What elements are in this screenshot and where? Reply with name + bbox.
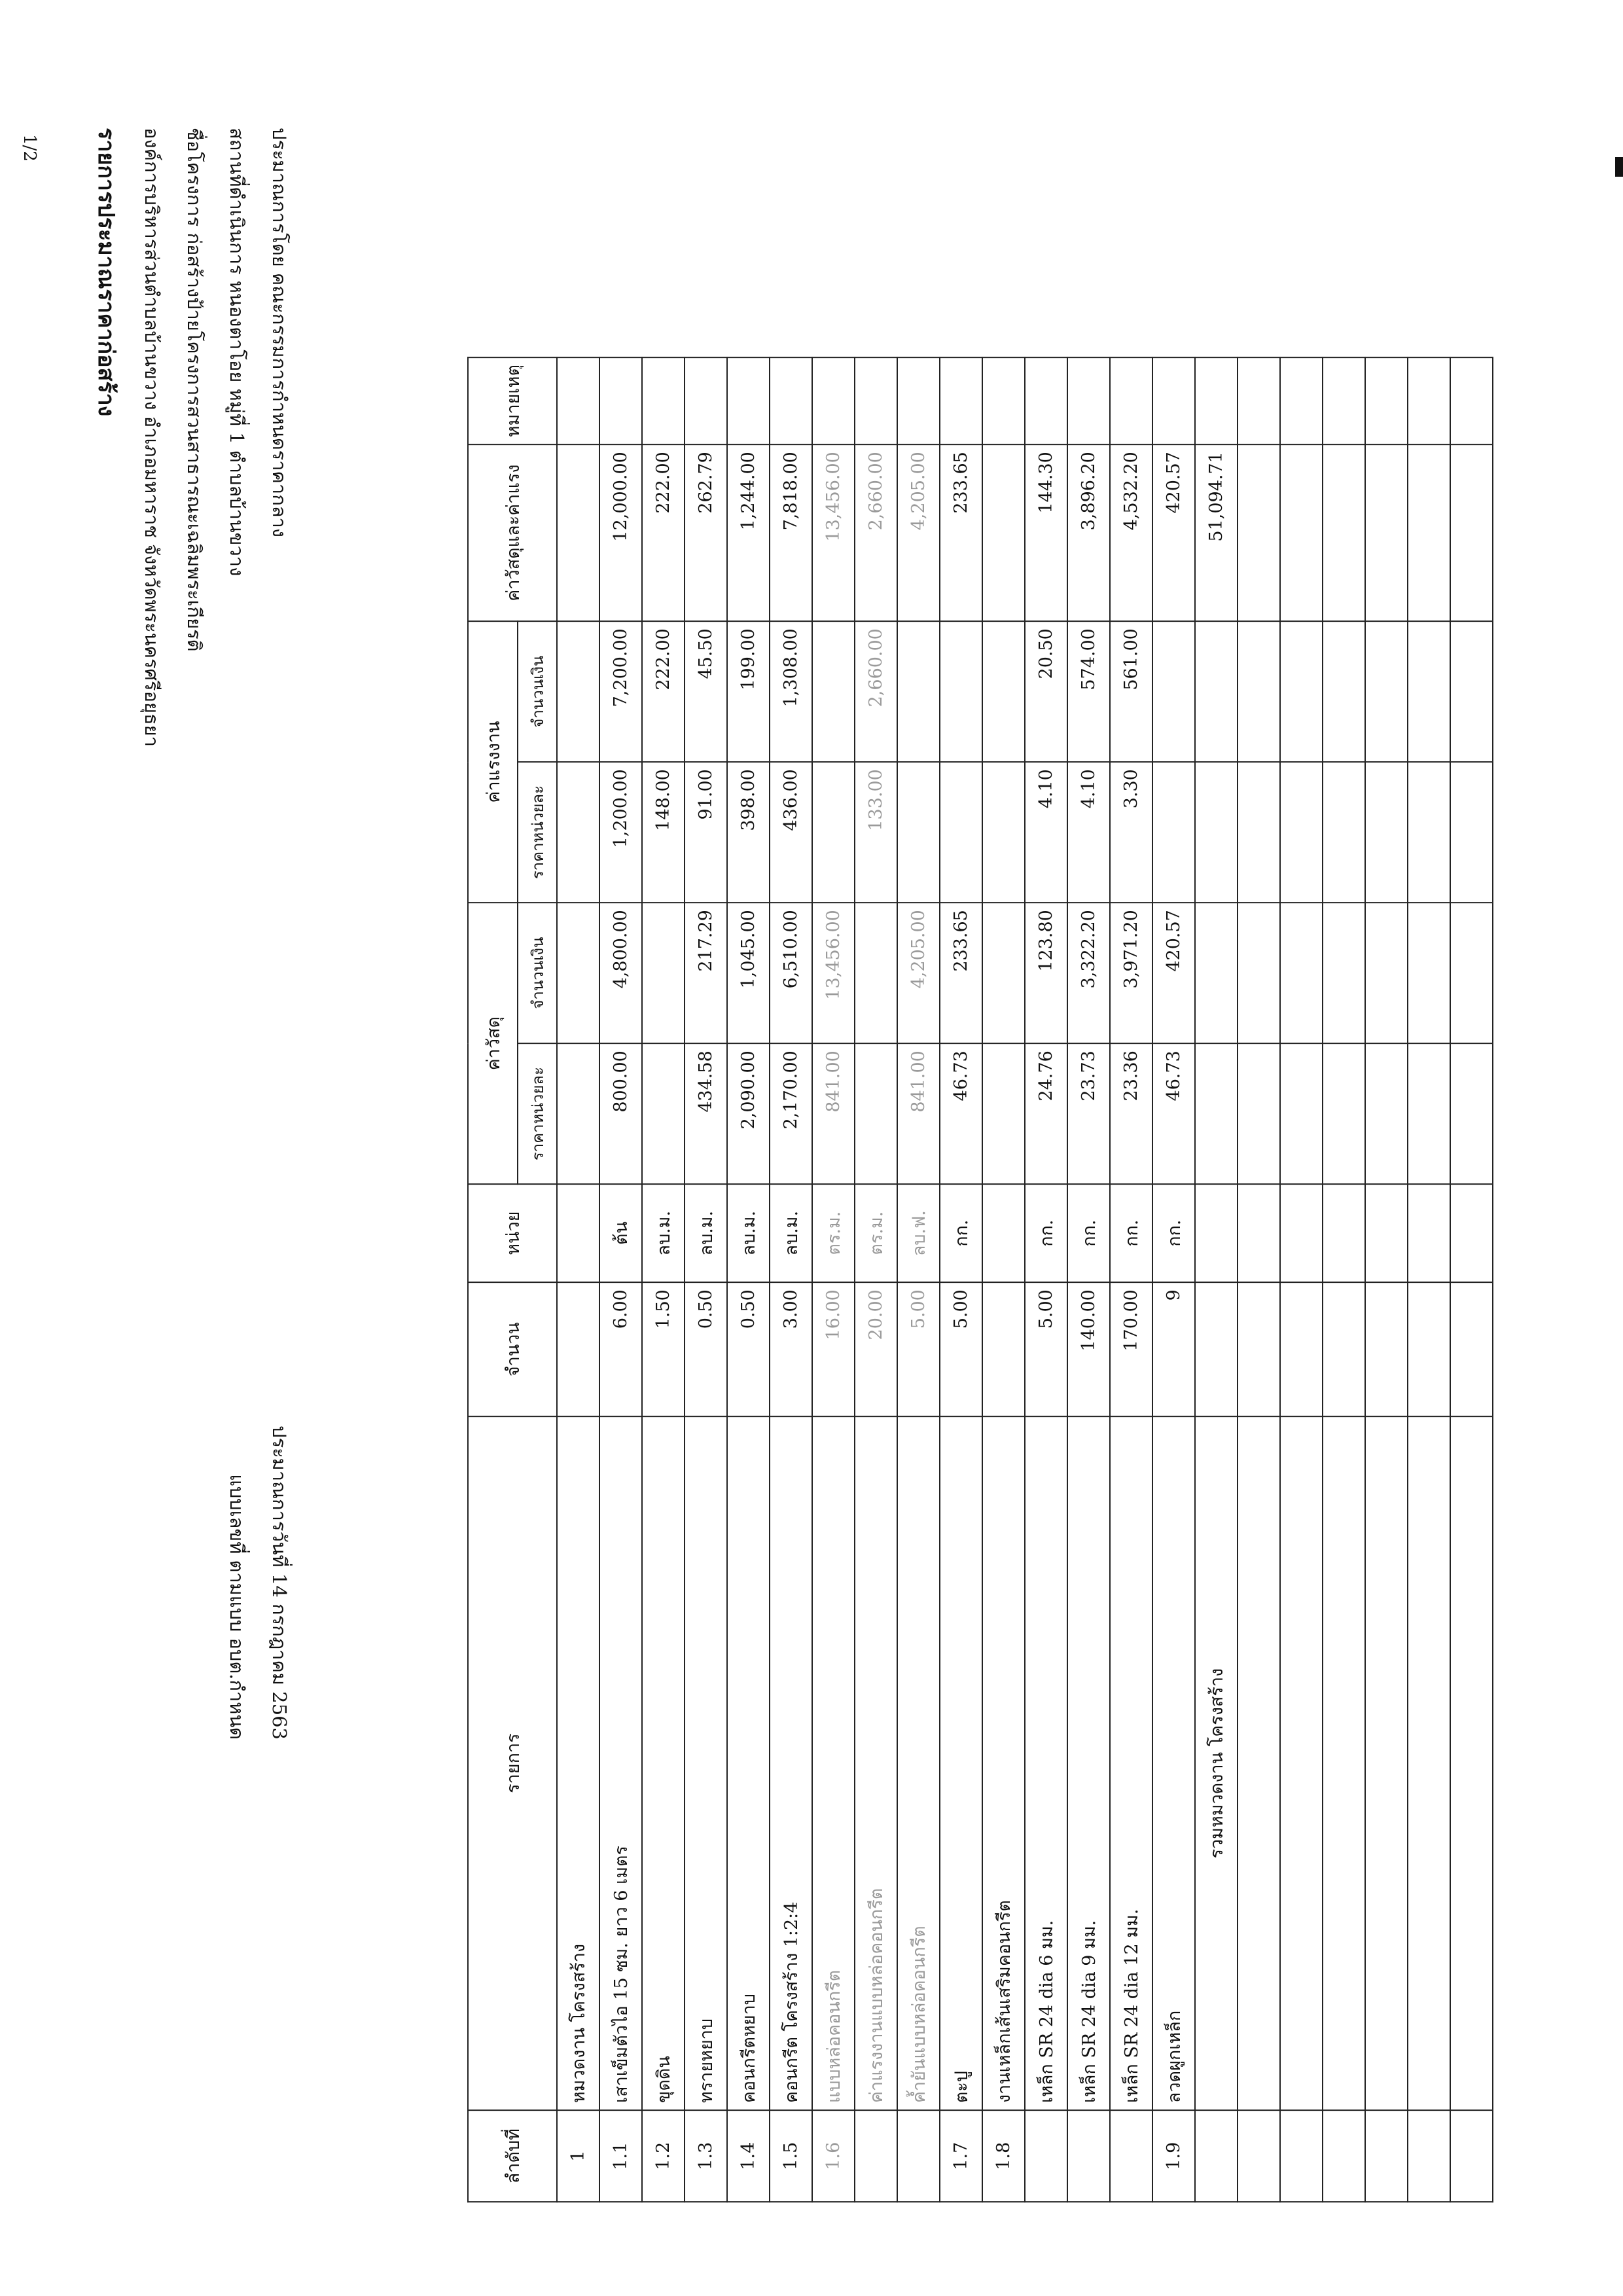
- row-item: คอนกรีต โครงสร้าง 1:2:4: [770, 1416, 812, 2110]
- empty-cell: [1280, 444, 1323, 621]
- row-unit: [982, 1184, 1025, 1282]
- empty-cell: [1238, 1184, 1280, 1282]
- row-total: 4,205.00: [897, 444, 940, 621]
- row-no: 1.8: [982, 2110, 1025, 2202]
- row-labor-unit-price: 398.00: [727, 762, 770, 903]
- row-qty: 0.50: [727, 1282, 770, 1416]
- empty-cell: [1280, 357, 1323, 444]
- row-qty: 16.00: [812, 1282, 855, 1416]
- empty-cell: [1408, 1416, 1450, 2110]
- page-number: 1/2: [20, 134, 39, 162]
- row-item: เหล็ก SR 24 dia 6 มม.: [1025, 1416, 1067, 2110]
- location-line: สถานที่ดำเนินการ หนองตาโอย หมู่ที่ 1 ตำบลบ้านขวาง: [226, 128, 248, 577]
- row-item: งานเหล็กเส้นเสริมคอนกรีต: [982, 1416, 1025, 2110]
- empty-row: [1450, 357, 1493, 2202]
- document-title: รายการประมาณราคาก่อสร้าง: [93, 128, 119, 417]
- row-material-unit-price: 24.76: [1025, 1043, 1067, 1184]
- row-labor-unit-price: [897, 762, 940, 903]
- empty-cell: [1408, 621, 1450, 762]
- row-material-unit-price: [642, 1043, 685, 1184]
- row-material-unit-price: 841.00: [812, 1043, 855, 1184]
- row-labor-unit-price: [982, 762, 1025, 903]
- row-total: [557, 444, 599, 621]
- row-unit: ลบ.ม.: [770, 1184, 812, 1282]
- row-remark: [1152, 357, 1195, 444]
- row-remark: [727, 357, 770, 444]
- row-item: ค่าแรงงานแบบหล่อคอนกรีต: [855, 1416, 897, 2110]
- empty-cell: [1280, 1184, 1323, 1282]
- row-material-amount: [855, 903, 897, 1043]
- empty-row: [1365, 357, 1408, 2202]
- empty-cell: [1408, 1184, 1450, 1282]
- row-material-amount: 123.80: [1025, 903, 1067, 1043]
- empty-cell: [1450, 444, 1493, 621]
- form-number: แบบเลขที่ ตามแบบ อบต.กำหนด: [226, 1474, 248, 1740]
- row-unit: กก.: [940, 1184, 982, 1282]
- row-unit: กก.: [1067, 1184, 1110, 1282]
- row-material-amount: 1,045.00: [727, 903, 770, 1043]
- row-unit: ลบ.ม.: [642, 1184, 685, 1282]
- row-remark: [642, 357, 685, 444]
- row-material-unit-price: [557, 1043, 599, 1184]
- cost-estimate-table: [467, 357, 1493, 2202]
- row-item: ขุดดิน: [642, 1416, 685, 2110]
- row-remark: [855, 357, 897, 444]
- row-total: 3,896.20: [1067, 444, 1110, 621]
- subtotal-remark: [1195, 357, 1238, 444]
- estimated-by-line: ประมาณการโดย คณะกรรมการกำหนดราคากลาง: [268, 128, 291, 537]
- table-row: [685, 357, 727, 2202]
- row-no: 1.4: [727, 2110, 770, 2202]
- empty-cell: [1238, 621, 1280, 762]
- empty-cell: [1408, 903, 1450, 1043]
- row-material-unit-price: 2,090.00: [727, 1043, 770, 1184]
- row-material-unit-price: 800.00: [599, 1043, 642, 1184]
- table-row: [770, 357, 812, 2202]
- row-labor-amount: 45.50: [685, 621, 727, 762]
- empty-row: [1238, 357, 1280, 2202]
- row-labor-unit-price: 4.10: [1025, 762, 1067, 903]
- empty-cell: [1238, 1416, 1280, 2110]
- row-item: ทรายหยาบ: [685, 1416, 727, 2110]
- row-qty: 0.50: [685, 1282, 727, 1416]
- empty-cell: [1238, 2110, 1280, 2202]
- row-labor-amount: 7,200.00: [599, 621, 642, 762]
- empty-cell: [1323, 903, 1365, 1043]
- row-labor-amount: 2,660.00: [855, 621, 897, 762]
- row-material-unit-price: 841.00: [897, 1043, 940, 1184]
- row-item: ตะปู: [940, 1416, 982, 2110]
- row-remark: [770, 357, 812, 444]
- row-no: [1025, 2110, 1067, 2202]
- row-total: 13,456.00: [812, 444, 855, 621]
- row-labor-amount: 561.00: [1110, 621, 1152, 762]
- subtotal-empty-cell: [1195, 1043, 1238, 1184]
- row-unit: ตร.ม.: [812, 1184, 855, 1282]
- row-labor-amount: [1152, 621, 1195, 762]
- table-row: [855, 357, 897, 2202]
- row-no: [1067, 2110, 1110, 2202]
- row-unit: ลบ.ม.: [727, 1184, 770, 1282]
- row-remark: [1025, 357, 1067, 444]
- empty-cell: [1408, 444, 1450, 621]
- empty-cell: [1280, 1282, 1323, 1416]
- col-remark-header: หมายเหตุ: [468, 357, 557, 444]
- row-remark: [599, 357, 642, 444]
- empty-cell: [1450, 903, 1493, 1043]
- row-material-amount: 13,456.00: [812, 903, 855, 1043]
- row-labor-unit-price: 3.30: [1110, 762, 1152, 903]
- subtotal-row: [1195, 357, 1238, 2202]
- row-remark: [897, 357, 940, 444]
- row-labor-amount: [897, 621, 940, 762]
- row-remark: [812, 357, 855, 444]
- labor-unit-price-header: ราคาหน่วยละ: [518, 762, 557, 903]
- row-labor-unit-price: 4.10: [1067, 762, 1110, 903]
- organization-line: องค์การบริหารส่วนตำบลบ้านขวาง อำเภอมหาราช จังหวัดพระนครศรีอยุธยา: [141, 128, 163, 747]
- row-labor-amount: 222.00: [642, 621, 685, 762]
- row-qty: [982, 1282, 1025, 1416]
- row-total: 7,818.00: [770, 444, 812, 621]
- empty-cell: [1450, 1282, 1493, 1416]
- row-labor-unit-price: 91.00: [685, 762, 727, 903]
- row-no: [897, 2110, 940, 2202]
- row-no: 1: [557, 2110, 599, 2202]
- row-labor-unit-price: [557, 762, 599, 903]
- row-no: 1.1: [599, 2110, 642, 2202]
- empty-cell: [1365, 1282, 1408, 1416]
- row-remark: [557, 357, 599, 444]
- empty-cell: [1323, 1282, 1365, 1416]
- row-qty: 6.00: [599, 1282, 642, 1416]
- empty-cell: [1365, 621, 1408, 762]
- row-unit: กก.: [1025, 1184, 1067, 1282]
- empty-cell: [1238, 357, 1280, 444]
- row-unit: กก.: [1152, 1184, 1195, 1282]
- row-total: [982, 444, 1025, 621]
- empty-cell: [1450, 1416, 1493, 2110]
- estimate-date: ประมาณการวันที่ 14 กรกฎาคม 2563: [268, 1426, 291, 1740]
- row-material-amount: [557, 903, 599, 1043]
- row-item: เหล็ก SR 24 dia 9 มม.: [1067, 1416, 1110, 2110]
- row-no: [855, 2110, 897, 2202]
- row-labor-amount: 1,308.00: [770, 621, 812, 762]
- empty-cell: [1280, 1416, 1323, 2110]
- row-labor-unit-price: 148.00: [642, 762, 685, 903]
- col-qty-header: จำนวน: [468, 1282, 557, 1416]
- table-row: [642, 357, 685, 2202]
- empty-cell: [1450, 1184, 1493, 1282]
- empty-cell: [1408, 357, 1450, 444]
- subtotal-label: รวมหมวดงาน โครงสร้าง: [1195, 1416, 1238, 2110]
- row-unit: ลบ.ม.: [685, 1184, 727, 1282]
- project-line: ชื่อโครงการ ก่อสร้างป้ายโครงการสวนสาธารณะเฉลิมพระเกียรติ: [183, 128, 205, 652]
- row-labor-unit-price: 1,200.00: [599, 762, 642, 903]
- table-row: [557, 357, 599, 2202]
- empty-cell: [1323, 621, 1365, 762]
- empty-cell: [1408, 1282, 1450, 1416]
- row-item: หมวดงาน โครงสร้าง: [557, 1416, 599, 2110]
- row-material-amount: [982, 903, 1025, 1043]
- row-item: แบบหล่อคอนกรีต: [812, 1416, 855, 2110]
- row-material-amount: 420.57: [1152, 903, 1195, 1043]
- empty-cell: [1365, 1184, 1408, 1282]
- row-unit: กก.: [1110, 1184, 1152, 1282]
- row-qty: 5.00: [897, 1282, 940, 1416]
- row-total: 144.30: [1025, 444, 1067, 621]
- empty-cell: [1365, 2110, 1408, 2202]
- empty-cell: [1365, 1416, 1408, 2110]
- empty-cell: [1323, 1043, 1365, 1184]
- row-remark: [685, 357, 727, 444]
- empty-cell: [1238, 1282, 1280, 1416]
- row-unit: ลบ.ฟ.: [897, 1184, 940, 1282]
- row-labor-amount: 20.50: [1025, 621, 1067, 762]
- col-material-header: ค่าวัสดุ: [468, 903, 518, 1184]
- col-item-header: รายการ: [468, 1416, 557, 2110]
- empty-row: [1408, 357, 1450, 2202]
- empty-cell: [1323, 2110, 1365, 2202]
- empty-cell: [1408, 2110, 1450, 2202]
- row-qty: 170.00: [1110, 1282, 1152, 1416]
- row-material-unit-price: 46.73: [940, 1043, 982, 1184]
- table-row: [812, 357, 855, 2202]
- row-material-amount: 6,510.00: [770, 903, 812, 1043]
- table-row: [1025, 357, 1067, 2202]
- col-total-header: ค่าวัสดุและค่าแรง: [468, 444, 557, 621]
- row-total: 262.79: [685, 444, 727, 621]
- empty-row: [1280, 357, 1323, 2202]
- row-material-unit-price: 23.73: [1067, 1043, 1110, 1184]
- row-item: เสาเข็มตัวไอ 15 ซม. ยาว 6 เมตร: [599, 1416, 642, 2110]
- row-remark: [940, 357, 982, 444]
- row-remark: [1067, 357, 1110, 444]
- row-material-unit-price: 434.58: [685, 1043, 727, 1184]
- row-material-unit-price: [982, 1043, 1025, 1184]
- row-labor-amount: [557, 621, 599, 762]
- row-material-amount: 3,322.20: [1067, 903, 1110, 1043]
- subtotal-no: [1195, 2110, 1238, 2202]
- row-material-amount: 3,971.20: [1110, 903, 1152, 1043]
- empty-cell: [1365, 357, 1408, 444]
- row-qty: 5.00: [940, 1282, 982, 1416]
- empty-cell: [1280, 1043, 1323, 1184]
- table-row: [599, 357, 642, 2202]
- empty-cell: [1323, 444, 1365, 621]
- table-row: [727, 357, 770, 2202]
- row-labor-unit-price: 436.00: [770, 762, 812, 903]
- empty-cell: [1238, 762, 1280, 903]
- row-qty: 3.00: [770, 1282, 812, 1416]
- labor-amount-header: จำนวนเงิน: [518, 621, 557, 762]
- row-total: 12,000.00: [599, 444, 642, 621]
- empty-cell: [1365, 762, 1408, 903]
- subtotal-empty-cell: [1195, 903, 1238, 1043]
- empty-cell: [1323, 357, 1365, 444]
- material-unit-price-header: ราคาหน่วยละ: [518, 1043, 557, 1184]
- row-labor-amount: [982, 621, 1025, 762]
- empty-cell: [1365, 444, 1408, 621]
- empty-cell: [1323, 762, 1365, 903]
- table-row: [940, 357, 982, 2202]
- table-row: [1110, 357, 1152, 2202]
- header-row: [468, 357, 518, 2202]
- row-total: 1,244.00: [727, 444, 770, 621]
- empty-cell: [1238, 1043, 1280, 1184]
- row-no: 1.9: [1152, 2110, 1195, 2202]
- row-item: ค้ำยันแบบหล่อคอนกรีต: [897, 1416, 940, 2110]
- empty-row: [1323, 357, 1365, 2202]
- row-material-unit-price: 46.73: [1152, 1043, 1195, 1184]
- empty-cell: [1450, 357, 1493, 444]
- subtotal-total: 51,094.71: [1195, 444, 1238, 621]
- row-material-amount: 4,205.00: [897, 903, 940, 1043]
- material-amount-header: จำนวนเงิน: [518, 903, 557, 1043]
- row-material-unit-price: [855, 1043, 897, 1184]
- empty-cell: [1408, 762, 1450, 903]
- empty-cell: [1365, 903, 1408, 1043]
- row-qty: 9: [1152, 1282, 1195, 1416]
- row-labor-unit-price: 133.00: [855, 762, 897, 903]
- table-row: [897, 357, 940, 2202]
- row-unit: ตร.ม.: [855, 1184, 897, 1282]
- empty-cell: [1238, 444, 1280, 621]
- row-item: คอนกรีตหยาบ: [727, 1416, 770, 2110]
- row-labor-unit-price: [1152, 762, 1195, 903]
- row-remark: [982, 357, 1025, 444]
- row-material-unit-price: 23.36: [1110, 1043, 1152, 1184]
- row-no: 1.7: [940, 2110, 982, 2202]
- row-labor-amount: 574.00: [1067, 621, 1110, 762]
- row-labor-amount: [812, 621, 855, 762]
- empty-cell: [1238, 903, 1280, 1043]
- empty-cell: [1323, 1184, 1365, 1282]
- row-material-amount: [642, 903, 685, 1043]
- row-item: เหล็ก SR 24 dia 12 มม.: [1110, 1416, 1152, 2110]
- row-unit: [557, 1184, 599, 1282]
- col-labor-header: ค่าแรงงาน: [468, 621, 518, 903]
- subtotal-empty-cell: [1195, 762, 1238, 903]
- row-qty: 140.00: [1067, 1282, 1110, 1416]
- subtotal-empty-cell: [1195, 621, 1238, 762]
- row-total: 222.00: [642, 444, 685, 621]
- row-material-amount: 233.65: [940, 903, 982, 1043]
- empty-cell: [1280, 903, 1323, 1043]
- row-no: 1.2: [642, 2110, 685, 2202]
- subtotal-empty-cell: [1195, 1282, 1238, 1416]
- row-no: 1.5: [770, 2110, 812, 2202]
- col-no-header: ลำดับที่: [468, 2110, 557, 2202]
- row-labor-unit-price: [940, 762, 982, 903]
- empty-cell: [1450, 762, 1493, 903]
- empty-cell: [1323, 1416, 1365, 2110]
- row-total: 420.57: [1152, 444, 1195, 621]
- row-no: [1110, 2110, 1152, 2202]
- subtotal-empty-cell: [1195, 1184, 1238, 1282]
- row-total: 2,660.00: [855, 444, 897, 621]
- table-row: [1152, 357, 1195, 2202]
- empty-cell: [1408, 1043, 1450, 1184]
- table-row: [982, 357, 1025, 2202]
- row-total: 233.65: [940, 444, 982, 621]
- empty-cell: [1280, 2110, 1323, 2202]
- empty-cell: [1280, 762, 1323, 903]
- row-qty: 20.00: [855, 1282, 897, 1416]
- row-qty: 5.00: [1025, 1282, 1067, 1416]
- row-total: 4,532.20: [1110, 444, 1152, 621]
- row-material-unit-price: 2,170.00: [770, 1043, 812, 1184]
- empty-cell: [1280, 621, 1323, 762]
- row-qty: [557, 1282, 599, 1416]
- row-no: 1.6: [812, 2110, 855, 2202]
- row-labor-amount: 199.00: [727, 621, 770, 762]
- empty-cell: [1450, 621, 1493, 762]
- row-remark: [1110, 357, 1152, 444]
- row-material-amount: 4,800.00: [599, 903, 642, 1043]
- row-labor-amount: [940, 621, 982, 762]
- row-qty: 1.50: [642, 1282, 685, 1416]
- row-item: ลวดผูกเหล็ก: [1152, 1416, 1195, 2110]
- col-unit-header: หน่วย: [468, 1184, 557, 1282]
- empty-cell: [1450, 2110, 1493, 2202]
- empty-cell: [1365, 1043, 1408, 1184]
- row-material-amount: 217.29: [685, 903, 727, 1043]
- table-row: [1067, 357, 1110, 2202]
- empty-cell: [1450, 1043, 1493, 1184]
- row-no: 1.3: [685, 2110, 727, 2202]
- row-unit: ต้น: [599, 1184, 642, 1282]
- row-labor-unit-price: [812, 762, 855, 903]
